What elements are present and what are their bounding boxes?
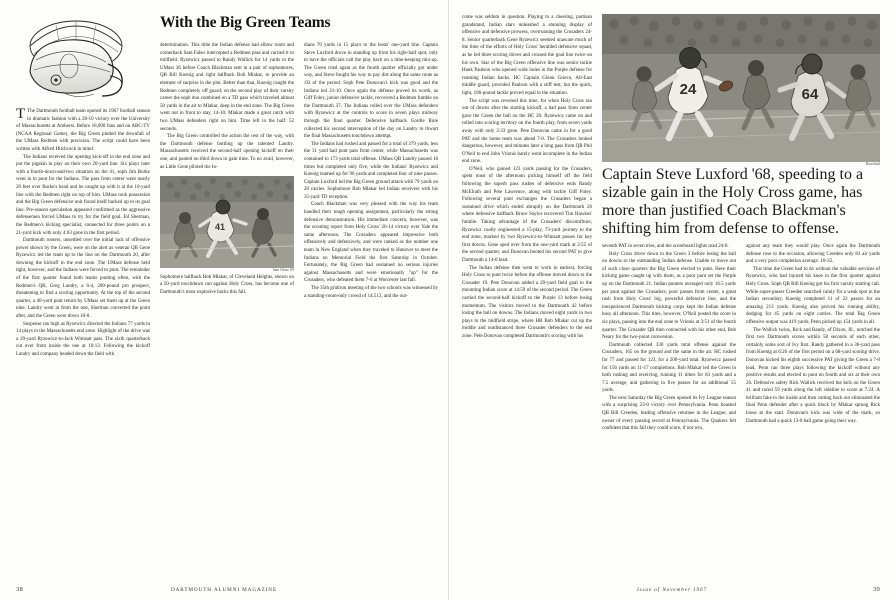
right-col2-para-3: Dartmouth collected 330 yards total offense against the Crusaders, 165 on the ground and the same in the air. HC rushed for 77 and passed for 123, for a 200-yard total. Ryzewicz passed for 156 yards on 11-17 completions. Bob Mlakar led the Green in both rushing and receiving, running 11 times for 83 yards and a 7.5 average, and gathering in five passes for an additional 55 yards. (602, 342, 736, 394)
left-column-1 (16, 14, 150, 359)
footer-issue-date: Issue of November 1967 (636, 587, 708, 593)
right-col2-para-2: Holy Cross drove down to the Green 3 before losing the ball on downs to the outstanding Indian defense. Unable to move out of such close quarters the Big Green elected to punt. Here their kicking game caught up with them, as a poor punt set the Purple up on the Dartmouth 21. Indian punters averaged only 16.5 yards per punt against the Crusaders; poor passes from center, a great rush from Holy Cross' big, powerful defensive line, and the inexperienced Dartmouth kicking corps kept the Indian defense busy all afternoon. This time, however, O'Neil posted the score in six plays, passing into the end zone to Vrionis at 3:51 of the fourth quarter. The Crusader QB then connected with his other end, Bob Neary for the two-point conversion. (602, 251, 736, 341)
left-column-2 (160, 42, 294, 300)
right-col1-para-3: O'Neil, who gained 123 yards passing for the Crusaders, spent most of the afternoon picking himself off the field following the superb pass rushes of defensive ends Randy McElrath and Pete Lawrence, along with tackle Giff Foley. Following several punt exchanges the Crusaders began a sustained drive which ended abruptly on the Dartmouth 26 where defensive halfback Bruce Saylor recovered Tim Hawkes' fumble. Taking advantage of the Crusaders' discomfiture, Ryzewicz coolly engineered a 15-play, 73-yard journey to the end zone, marked by two Ryzewicz-to-Wimsatt passes for key first downs. Gene sped over from the one-yard mark at 2:55 of the second quarter, and Donovan booted his second PAT to give Dartmouth a 14-0 lead. (462, 166, 592, 263)
right-col3-para-1: against any team they would play. Once again the Dartmouth defense rose to the occasion, allowing Creeden only 83 air yards and a very poor completion average: 10-32. (746, 244, 880, 265)
left-col3-para-2: The Indians had rushed and passed for a total of 379 yards, less the 31 yard had punt pass from center, while Massachusetts was contained to 173 yards total offense. UMass QB Landry passed 16 times but completed only five, while the Indians' Ryzewicz and Koenig teamed up for 96 yards and completed four of nine passes. Captain Luxford led the Big Green ground attack with 79 yards on 20 carries. Sophomore Bob Mlakar led Indian receivers with his 35-yard TD reception. (304, 141, 438, 200)
left-col1-para-1: T The Dartmouth football team opened its 1967 football season in dramatic fashion with a 28-10 victory over the University of Massachusetts at Amherst. Before 18,000 fans and on ABC-TV (NCAA Regional Game), the Big Green plotted the downfall of the UMass Redmen with precision. The script could have been written with Alfred Hitchcock in mind. (16, 106, 150, 152)
right-col1-para-4: The Indian defense then went to work in earnest, forcing Holy Cross to punt twice before the offense moved down to the Crusader 19. Pete Donovan added a 29-yard field goal to the mounting Indian score at 14:59 of the second period. The Green carried the second-half kickoff to the Purple 13 before losing momentum. The visitors moved to the Dartmouth 42 before losing the ball on downs. The Indians moved eight yards in two plays to the midfield stripe, where HB Bob Mlakar cut up the middle and outdistanced three Crusader defenders to the end zone. Pete Donovan completed Dartmouth's scoring with his (462, 265, 592, 339)
left-col3-para-1: dians 70 yards in 15 plays to the hosts' one-yard line. Captain Steve Luxford drove in standing up from his right-half spot, only to have the officials call the play back on a time-keeping mix-up. The Green tried again as the fourth quarter officially got under way, and Steve fought his way to pay dirt along the same route as :03 of the period. Soph Pete Donovan's kick was good and the Indians led 21-10. Once again the defense proved its worth, as Giff Foley, junior defensive tackle, recovered a Redmen fumble on the Dartmouth 37. The Indians rolled over the UMass defenders with Ryzewicz at the controls to score in seven plays midway through the final quarter. Defensive halfback Gordie Rule collected his second interception of the day on Landry to thwart the final Massachusetts touchdown attempt. (304, 43, 438, 140)
left-col2-para-2: The Big Green controlled the action the rest of the way, with the Dartmouth defense bottling up the talented Landry. Massachusetts received the second-half opening kickoff on their one, and punted on third down to gain time. To no avail, however, as Little Gene piloted the In- (160, 134, 294, 170)
right-col3-para-2: This time the Green had to do without the valuable services of Ryzewicz, who had injured his knee in the first quarter against Holy Cross. Soph QB Bill Koenig got his first varsity starting call. While super-passer Creeden searched vainly for a weak spot in the Indian secondary, Koenig completed 11 of 22 passes for an amazing 213 yards. Koenig also proved his running ability, dodging for 45 yards on eight carries. The total Big Green offensive output was 419 yards. Penn picked up 154 yards in all. (746, 266, 880, 325)
footer-magazine-name: DARTMOUTH ALUMNI MAGAZINE (170, 587, 278, 593)
photo-caption-mlakar: Sophomore halfback Bob Mlakar, of Cleveland Heights, shown on a 50-yard touchdown run against Holy Cross, has become one of Dartmouth's most explosive backs this fall. (160, 274, 294, 295)
left-col3-para-3: Coach Blackman was very pleased with the way his team handled their tough opening assignment, particularly the strong defensive demonstration. His immediate concern, however, was the scouting report from Holy Cross' 26-14 victory over Yale the same afternoon. The Crusaders appeared impressive both offensively and defensively, and were ranked as the number one team in New England when they traveled to Hanover to meet the Indians on Memorial Field the first Saturday in October. Fortunately, the Big Green had sustained no serious injuries against Massachusetts and were emotionally "up" for the Crusaders, who defeated them 7-6 at Worcester last fall. (304, 202, 438, 284)
left-col3-para-4: The 35th gridiron meeting of the two schools was witnessed by a standing-room-only crowd of 14,513, and the out- (304, 286, 438, 299)
right-col1-para-2: The script was reversed this time, for when Holy Cross ran out of downs after the starting kickoff, a bad pass from center gave the Green the ball on the HC 20. Ryzewicz came on and rolled into scoring territory on the fourth play, from seven yards away with only 2:33 gone. Pete Donovan came in for a good PAT and the home team was ahead 7-0. The Crusaders looked dangerous, however, and minutes later a long pass from QB Phil O'Neil to end John Vrionis barely went incomplete in the Indian end zone. (462, 98, 592, 165)
photo-mlakar (160, 176, 294, 268)
folio-left: 38 (16, 586, 24, 593)
right-column-1 (462, 14, 592, 433)
right-column-2 (602, 243, 736, 433)
left-column-3 (304, 42, 438, 300)
jersey-number-24: 24 (679, 81, 697, 98)
right-col2-para-4: The next Saturday the Big Green opened its Ivy League season with a surprising 23-0 victory over Pennsylvania. Penn boasted QB Bill Creeden, leading offensive returnee in the League, and owner of every passing record at Pennsylvania. The Quakers felt confident that this fall they could score, if not win, (602, 395, 736, 432)
left-col1-para-2: The Indians received the opening kick-off in the end zone and put the pigskin in play on their own 20-yard line. Six plays later with a fourth-down-and-two situation on the 41, soph Jim Burke went in to punt for the Indians. The pass from center went nearly 20 feet over Burke's head and he caught up with it at the 10-yard line with the Redmen right on top of him. UMass took possession and the Big Green defensive unit found itself backed up to its goal line. Pre-season speculation appeared confirmed as the aggressive defensemen forced UMass to try for the field goal. Ed Sherman, the Redmen's kicking specialist, connected for three points on a 21-yard kick with only 4:03 gone in the first period. (16, 154, 150, 236)
drop-cap-t: T (16, 106, 26, 122)
left-col2-para-1: determination. This time the Indian defense had elbow room and cornerback Sam Faber intercepted a Redmen pass and carried it to midfield. Ryzewicz passed to Randy Wallick for 14 yards to the UMass 36 before Coach Blackman sent in a pair of sophomores, QB Bill Koenig and right halfback Bob Mlakar, to provide an element of surprise in the plot. Better than that, Koenig caught the Redmen completely off guard; on the second play of their varsity career the soph duo combined on a TD pass which traveled almost 50 yards in the air to Mlakar, deep in the end zone. The Big Green went out in front to stay, 14-10. Mlakar made a great catch with two UMass defenders right on him. Time left in the half: 52 seconds. (160, 43, 294, 132)
svg-text:41: 41 (214, 222, 226, 233)
left-col1-para-4: Suspense ran high as Ryzewicz directed the Indians 77 yards in 14 plays to the Massachusetts end zone. Highlight of the drive was a 29-yard Ryzewicz-to-Jack Wimsatt pass. The sixth quarterback cut over from inside the one at 10:13. Following the kickoff Landry and company headed down the field with (16, 321, 150, 357)
photo-luxford (602, 14, 880, 162)
right-col2-para-1: seventh PAT in seven tries, and the scoreboard lights read 24-0. (602, 244, 729, 249)
photo-caption-luxford: Captain Steve Luxford '68, speeding to a sizable gain in the Holy Cross game, has more than justified Coach Blackman's shifting him from defense to offense. (602, 166, 864, 237)
right-col1-para-1: come was seldom in question. Playing to a cheering, partisan grandstand, Indian stars unleashed a stunning display of offensive and defensive prowess, overrunning the Crusaders 24-8. Senior quarterback Gene Ryzewicz seemed unaware much of the time of the efforts of Holy Cross' heralded defensive squad, as he led three scoring drives and crossed the goal line twice on his own. Star of the Big Green offensive line was senior tackle Hank Paulson who opened wide holes in the Purple defense for roaming Indian backs. HC Captain Glenn Grieco, All-East middle guard, provided Paulson with a stiff test, but the quick, light, 196-pound tackle proved equal to the situation. (462, 15, 592, 96)
helmet-illustration (16, 14, 150, 102)
left-col1-para-3: Dartmouth rooters, unsettled over the initial lack of offensive power shown by the Green, were on the alert as veteran QB Gene Ryzewicz led the team up to the line on the Dartmouth 20, after downing the kickoff in the end zone. The UMass defense held tight, however, and the Indians were forced to punt. The remainder of the first quarter found both teams punting often, with the Redmen's QB, Greg Landry, a 6-4, 200-pound pro prospect, threatening to find a scoring opportunity. At the top of the second quarter, a 40-yard punt return by UMass set them up at the Green nine. Landry went in from the one, Sherman converted the point after, and the Green were down 10-0. (16, 238, 150, 320)
figure-luxford (602, 14, 880, 238)
right-page (448, 0, 896, 600)
right-col3-para-3: The Wallick twins, Rick and Randy, of Dixon, Ill., notched the first two Dartmouth scores within 58 seconds of each other, certainly some sort of Ivy first. Randy gathered in a 36-yard pass from Koenig at 6:26 of the first period on a 68-yard scoring drive. Donovan kicked his eighth successive PAT giving the Green a 7-0 lead. Penn ran three plays following the kickoff without any positive results and elected to punt on fourth and six at their own 26. Defensive safety Rick Wallick received the kick on the Green 41 and raced 59 yards along the left sideline to score at 7:24. A brilliant fake to the inside and then cutting back out eliminated the final Penn defender after a quick block by Mlakar sprung Rick loose at the start. Donovan's kick was wide of the mark, so Dartmouth had a quick 13-0 ball game going their way. (746, 327, 880, 424)
figure-mlakar (160, 176, 294, 296)
photo-credit-luxford: Bouchard (866, 162, 880, 166)
page-title: With the Big Green Teams (160, 14, 331, 31)
jersey-number-64: 64 (801, 86, 819, 103)
right-column-3 (746, 243, 880, 433)
folio-right: 39 (872, 586, 880, 593)
photo-credit-mlakar: Sam Chase '69 (272, 268, 294, 273)
